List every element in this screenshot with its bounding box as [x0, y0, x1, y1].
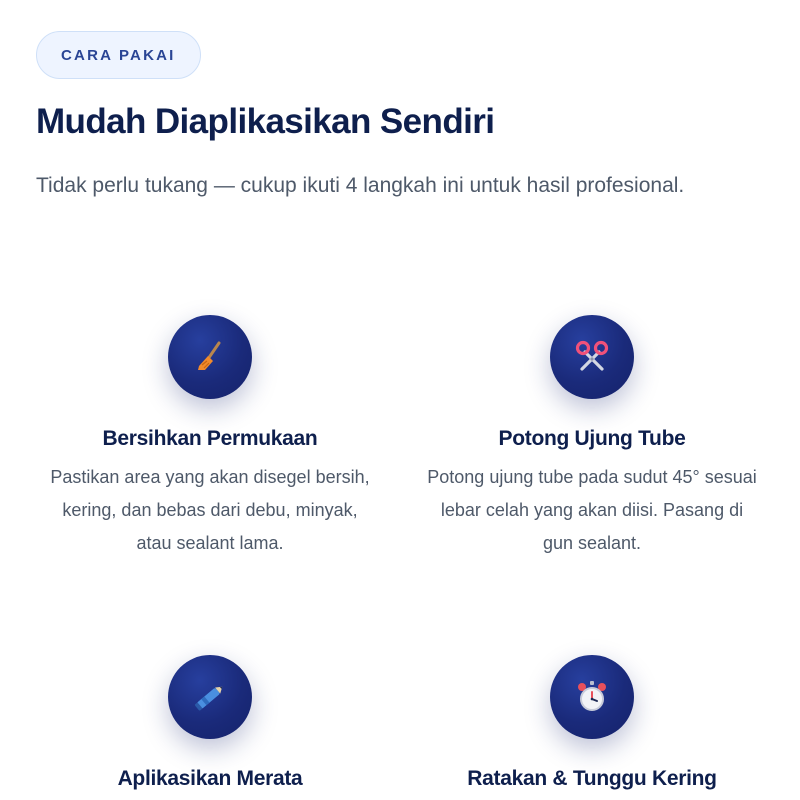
step-card-clean-surface	[40, 315, 380, 560]
broom-icon	[168, 315, 252, 399]
step-title: Ratakan & Tunggu Kering	[467, 767, 717, 790]
step-description: Pastikan area yang akan disegel bersih, kering, dan bebas dari debu, minyak, atau sealant lama.	[50, 467, 370, 553]
step-card-apply-evenly	[40, 655, 380, 791]
step-title: Aplikasikan Merata	[117, 767, 303, 790]
section-badge: CARA PAKAI	[36, 31, 201, 79]
section-title: Mudah Diaplikasikan Sendiri	[36, 102, 495, 141]
scissors-icon	[550, 315, 634, 399]
stopwatch-icon	[550, 655, 634, 739]
step-card-smooth-and-dry	[422, 655, 762, 791]
step-card-cut-tube	[422, 315, 762, 560]
pen-icon	[168, 655, 252, 739]
section-subtitle: Tidak perlu tukang — cukup ikuti 4 langkah ini untuk hasil profesional.	[36, 174, 685, 197]
step-title: Potong Ujung Tube	[498, 427, 686, 450]
step-title: Bersihkan Permukaan	[102, 427, 318, 450]
step-description: Potong ujung tube pada sudut 45° sesuai lebar celah yang akan diisi. Pasang di gun sealant.	[427, 467, 757, 553]
